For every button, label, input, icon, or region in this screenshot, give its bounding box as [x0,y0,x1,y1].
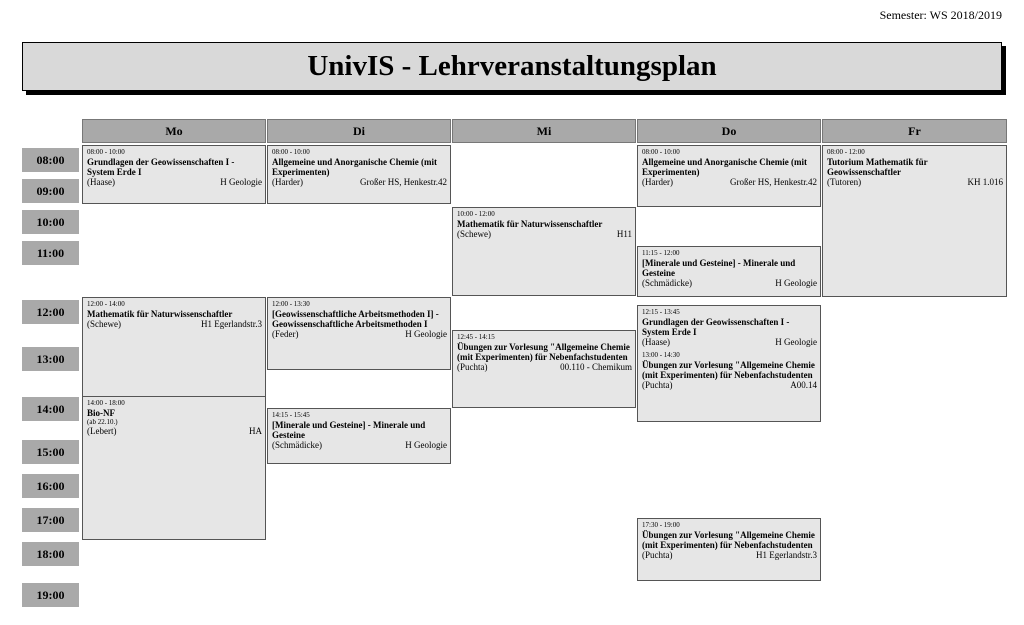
event-lecturer: (Schewe) [457,229,491,239]
event-title: [Minerale und Gesteine] - Minerale und Gesteine [642,258,796,278]
event-lecturer: (Schmädicke) [642,278,692,288]
event-room: KH 1.016 [967,177,1003,187]
event-lecturer: (Schewe) [87,319,121,329]
event-lecturer: (Schmädicke) [272,440,322,450]
event-lecturer: (Feder) [272,329,299,339]
day-header-do: Do [637,119,821,143]
event-room: H Geologie [775,278,817,288]
event-time: 14:15 - 15:45 [272,411,310,419]
event-room: 00.110 - Chemikum [560,362,632,372]
event-allgemeine-anorganische-chemie[interactable] [267,145,451,204]
event-mathematik-naturwissenschaftler[interactable] [82,297,266,397]
event-geowissenschaftliche-arbeitsmethoden[interactable] [267,297,451,370]
event-title: [Minerale und Gesteine] - Minerale und Gesteine [272,420,426,440]
event-time: 12:15 - 13:45 [642,308,680,316]
hour-label: 16:00 [22,474,79,498]
event-time: 08:00 - 10:00 [87,148,125,156]
event-lecturer: (Haase) [642,337,670,347]
event-lecturer: (Harder) [642,177,673,187]
event-part-grundlagen[interactable] [642,308,817,348]
hour-label: 18:00 [22,542,79,566]
hour-label: 09:00 [22,179,79,203]
hour-label: 12:00 [22,300,79,324]
event-part-uebungen[interactable] [642,351,817,391]
event-time: 11:15 - 12:00 [642,249,680,257]
event-uebungen-allgemeine-chemie[interactable] [637,518,821,581]
event-room: H1 Egerlandstr.3 [201,319,262,329]
event-title: Bio-NF [87,408,115,418]
event-title: [Geowissenschaftliche Arbeitsmethoden I] - Geowissenschaftliche Arbeitsmethoden I [272,309,439,329]
event-lecturer: (Tutoren) [827,177,862,187]
event-time: 08:00 - 12:00 [827,148,865,156]
event-time: 13:00 - 14:30 [642,351,680,359]
event-mathematik-naturwissenschaftler[interactable] [452,207,636,296]
event-title: Grundlagen der Geowissenschaften I - System Erde I [87,157,235,177]
hour-label: 19:00 [22,583,79,607]
event-time: 14:00 - 18:00 [87,399,125,407]
event-room: H Geologie [775,337,817,347]
event-title: Übungen zur Vorlesung "Allgemeine Chemie (mit Experimenten) für Nebenfachstudenten [642,530,815,550]
title-banner [22,42,1002,91]
event-room: H11 [616,229,632,239]
event-room: H Geologie [405,329,447,339]
event-lecturer: (Haase) [87,177,115,187]
hour-label: 13:00 [22,347,79,371]
event-lecturer: (Puchta) [642,380,673,390]
day-header-di: Di [267,119,451,143]
event-time: 17:30 - 19:00 [642,521,680,529]
event-title: Übungen zur Vorlesung "Allgemeine Chemie (mit Experimenten) für Nebenfachstudenten [457,342,630,362]
hour-label: 08:00 [22,148,79,172]
event-title: Allgemeine und Anorganische Chemie (mit Experimenten) [642,157,807,177]
day-header-fr: Fr [822,119,1007,143]
event-minerale-und-gesteine[interactable] [637,246,821,297]
event-time: 08:00 - 10:00 [642,148,680,156]
event-time: 12:00 - 14:00 [87,300,125,308]
event-title: Mathematik für Naturwissenschaftler [87,309,233,319]
event-bio-nf[interactable] [82,396,266,540]
event-grundlagen-geowissenschaften[interactable] [82,145,266,204]
event-note: (ab 22.10.) [87,418,118,426]
event-allgemeine-anorganische-chemie[interactable] [637,145,821,207]
event-title: Übungen zur Vorlesung "Allgemeine Chemie (mit Experimenten) für Nebenfachstudenten [642,360,815,380]
event-room: H Geologie [405,440,447,450]
event-title: Mathematik für Naturwissenschaftler [457,219,603,229]
event-time: 10:00 - 12:00 [457,210,495,218]
event-time: 08:00 - 10:00 [272,148,310,156]
hour-label: 15:00 [22,440,79,464]
event-title: Allgemeine und Anorganische Chemie (mit Experimenten) [272,157,437,177]
event-minerale-und-gesteine[interactable] [267,408,451,464]
event-room: H1 Egerlandstr.3 [756,550,817,560]
event-lecturer: (Puchta) [642,550,673,560]
day-header-mi: Mi [452,119,636,143]
event-room: Großer HS, Henkestr.42 [360,177,447,187]
hour-label: 11:00 [22,241,79,265]
hour-label: 14:00 [22,397,79,421]
event-room: A00.14 [790,380,817,390]
event-uebungen-allgemeine-chemie[interactable] [452,330,636,408]
event-tutorium-mathematik[interactable] [822,145,1007,297]
event-time: 12:45 - 14:15 [457,333,495,341]
hour-label: 10:00 [22,210,79,234]
event-time: 12:00 - 13:30 [272,300,310,308]
event-room: H Geologie [220,177,262,187]
event-title: Tutorium Mathematik für Geowissenschaftler [827,157,928,177]
hour-label: 17:00 [22,508,79,532]
event-room: Großer HS, Henkestr.42 [730,177,817,187]
day-header-mo: Mo [82,119,266,143]
event-lecturer: (Lebert) [87,426,117,436]
event-grundlagen-und-uebungen[interactable] [637,305,821,422]
event-lecturer: (Puchta) [457,362,488,372]
event-title: Grundlagen der Geowissenschaften I - System Erde I [642,317,790,337]
page-title: UnivIS - Lehrveranstaltungsplan [307,50,717,82]
event-lecturer: (Harder) [272,177,303,187]
semester-label: Semester: WS 2018/2019 [879,8,1002,22]
event-room: HA [249,426,262,436]
